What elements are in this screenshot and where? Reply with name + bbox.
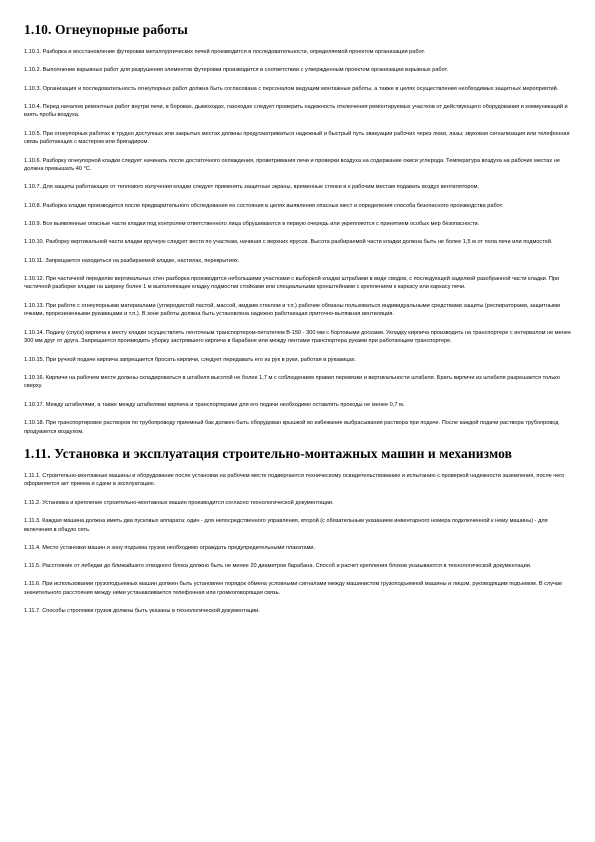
paragraph: 1.10.16. Кирпичи на рабочем месте должны складироваться в штабеля высотой не более 1,7 м с соблюдением правил перевязки и вертикальности штабеля. Брать кирпичи из штабеля разрешается только сверху. bbox=[24, 374, 560, 390]
paragraph: 1.11.4. Место установки машин и зону подъема грузов необходимо ограждать предупредительными плакатами. bbox=[24, 544, 316, 551]
paragraph: 1.10.18. При транспортировке растворов по трубопроводу приемный бак должен быть оборудован крышкой во избежание выбрасывания раствора при подаче. После каждой подачи раствора трубопровод продувается воздухом. bbox=[24, 419, 559, 435]
section-body bbox=[24, 472, 573, 616]
paragraph: 1.10.11. Запрещается находиться на разбираемой кладке, настилах, перекрытиях. bbox=[24, 257, 240, 264]
section-title: 1.11. Установка и эксплуатация строительно-монтажных машин и механизмов bbox=[24, 445, 513, 461]
section-title: 1.10. Огнеупорные работы bbox=[24, 22, 188, 37]
paragraph: 1.10.14. Подачу (спуск) кирпича к месту кладки осуществлять ленточным транспортером-питателем В-150 - 300 мм с бортовыми досками. Укладку кирпича производить на транспортере с интервалом не менее 300 мм друг от друга. Запрещается производить уборку застрявшего кирпича в барабане или между лентами транспортера руками при работающем транспортере. bbox=[24, 329, 572, 345]
paragraph: 1.10.5. При огнеупорных работах в трудно доступных или закрытых местах должны предусматриваться надежный и быстрый путь эвакуации рабочих через люки, лазы; звуковая сигнализация или телефонная связь работающих с мастером или бригадиром. bbox=[24, 130, 570, 146]
paragraph: 1.11.6. При использовании грузоподъемных машин должен быть установлен порядок обмена условными сигналами между машинистом грузоподъемной машины и лицом, руководящим подъемом. В случае значительного расстояния между ними устанавливается телефонная или громкоговорящая связь. bbox=[24, 581, 563, 596]
paragraph: 1.10.4. Перед началом ремонтных работ внутри печи, в боровах, дымоходах, газоходах следует проверить надежность отключения ремонтируемых участков от действующего оборудования и коммуникаций и взять пробы воздуха. bbox=[24, 103, 568, 119]
paragraph: 1.11.2. Установка и крепление строительно-монтажных машин производится согласно технологической документации. bbox=[24, 499, 334, 506]
paragraph: 1.10.2. Выполнение взрывных работ для разрушения элементов футеровки производится в соответствии с утвержденным проектом организации взрывных работ. bbox=[24, 67, 449, 74]
paragraph: 1.10.7. Для защиты работающих от теплового излучения кладки следует применять защитные экраны, временные стенки и к рабочим местам подавать воздух вентилятором. bbox=[24, 184, 480, 191]
paragraph: 1.10.9. Все выявленные опасные части кладки под контролем ответственного лица обрушиваются в первую очередь или укрепляются с принятием особых мер безопасности. bbox=[24, 221, 480, 228]
paragraph: 1.10.3. Организация и последовательность огнеупорных работ должна быть согласована с персоналом ведущим монтажные работы, а также в целях осуществления необходимых защитных мероприятий. bbox=[24, 85, 559, 92]
paragraph: 1.10.8. Разборка кладки производится после предварительного обследования ее состояния в целях выявления опасных мест и определения способа безопасного производства работ. bbox=[24, 202, 504, 209]
section-body bbox=[24, 48, 573, 436]
paragraph: 1.11.7. Способы строповки грузов должны быть указаны в технологической документации. bbox=[24, 608, 260, 615]
paragraph: 1.11.1. Строительно-монтажные машины и оборудование после установки на рабочем месте подвергаются техническому освидетельствованию и испытанию с проверкой надежности заземления, после чего оформляется акт приема и сдачи в эксплуатацию. bbox=[24, 472, 565, 488]
paragraph: 1.11.5. Расстояние от лебедки до ближайшего отводного блока должно быть не менее 20 диаметров барабана. Способ и расчет крепления блоков указываются в технологической документации. bbox=[24, 563, 532, 570]
paragraph: 1.10.12. При частичной переделке вертикальных стен разборка производится небольшими участками с выборкой кладки штрабами в виде сводов, с последующей заделкой разобранной части кладки. При частичной разборке кладки на ширину более 1 м выполняющие кладку подмостки стойками или специальными кронштейнами с креплением к каркасу или каркасу печи. bbox=[24, 275, 560, 291]
paragraph: 1.10.15. При ручной подаче кирпича запрещается бросать кирпичи, следует передавать его из рук в руки, работая в рукавицах. bbox=[24, 356, 357, 363]
paragraph: 1.10.1. Разборка и восстановление футеровки металлургических печей производится в последовательности, определяемой проектом организации работ. bbox=[24, 49, 426, 55]
paragraph: 1.10.17. Между штабелями, а также между штабелями кирпича и транспортерами для его подачи необходимо оставлять проходы не менее 0,7 м. bbox=[24, 401, 405, 408]
paragraph: 1.10.13. При работе с огнеупорными материалами (углеродистой пастой, массой, жидким стеклом и т.п.) рабочие обязаны пользоваться индивидуальными средствами защиты (респираторами, защитными очками, прорезиненными рукавицами и т.п.). В зоне работы должна быть установлена надежно работающая приточно-вытяжная вентиляция. bbox=[24, 302, 561, 318]
paragraph: 1.10.10. Разборку вертикальной части кладки вручную следует вести по участкам, начиная с верхних ярусов. Высота разбираемой части кладки должна быть не более 1,5 м от пола печи или подмостей. bbox=[24, 239, 553, 246]
paragraph: 1.11.3. Каждая машина должна иметь два пусковых аппарата: один - для непосредственного управления, второй (с обязательным указанием инвентарного номера подключенной к нему машины) - для включения в общую сеть. bbox=[24, 517, 548, 533]
paragraph: 1.10.6. Разборку огнеупорной кладки следует начинать после достаточного охлаждения, проветривания печи и проверки воздуха на содержание окиси углерода. Температура воздуха на рабочих местах не должна превышать 40 °С. bbox=[24, 157, 560, 173]
